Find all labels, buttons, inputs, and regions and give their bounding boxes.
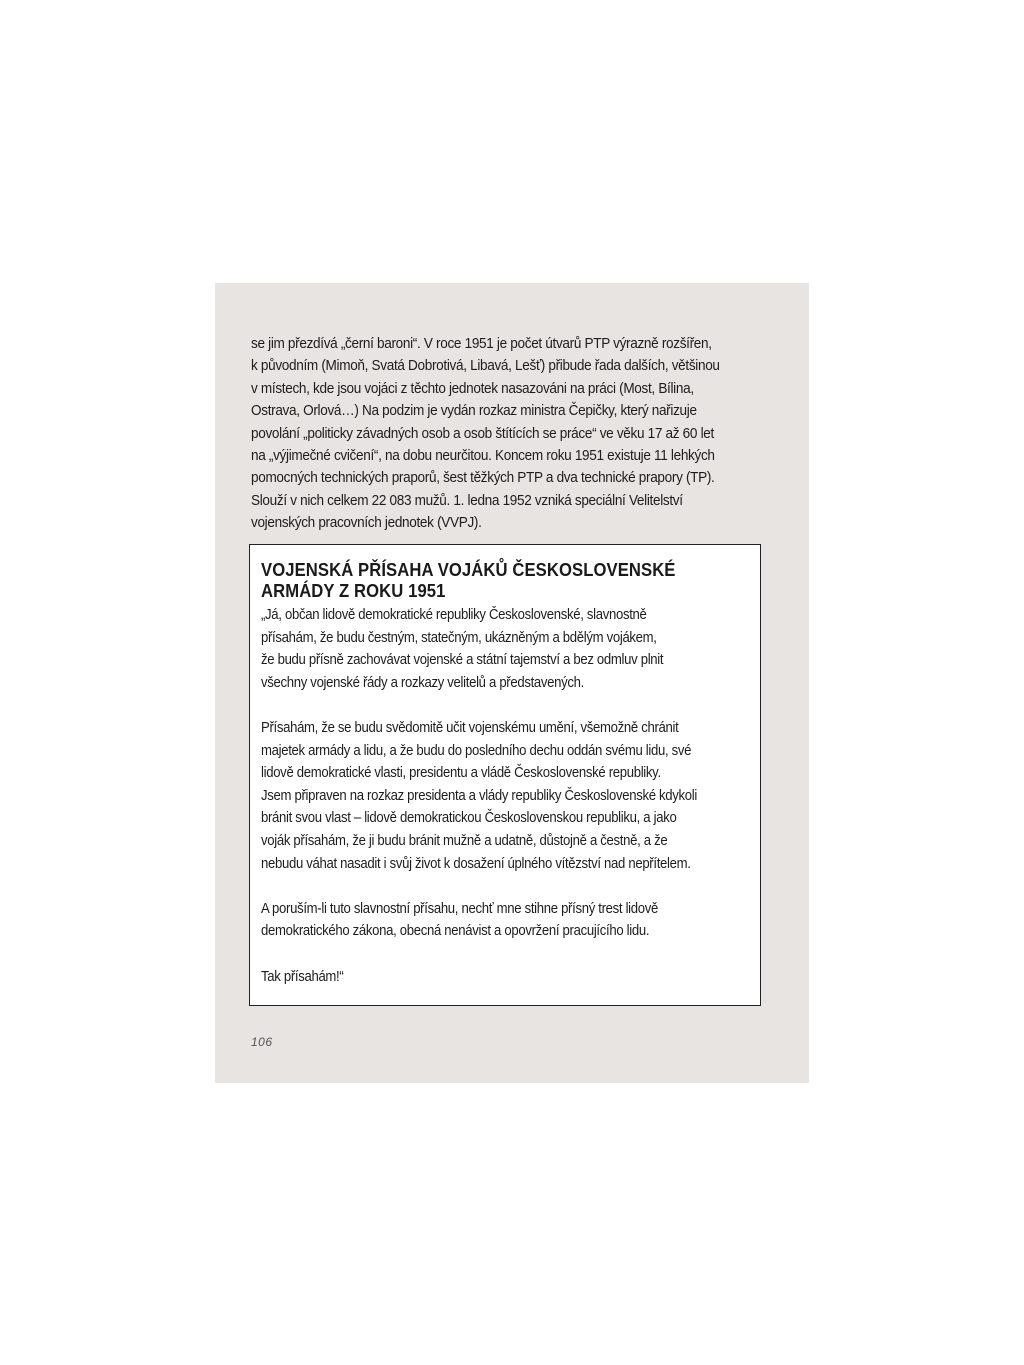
oath-line: A poruším-li tuto slavnostní přísahu, nechť mne stihne přísný trest lidově [261,900,659,917]
intro-line: se jim přezdívá „černí baroni“. V roce 1951 je počet útvarů PTP výrazně rozšířen, [251,336,712,352]
oath-title [261,559,676,601]
oath-title-line: ARMÁDY Z ROKU 1951 [261,580,446,601]
oath-line: demokratického zákona, obecná nenávist a opovržení pracujícího lidu. [261,923,650,940]
oath-line: Jsem připraven na rozkaz presidenta a vlády republiky Československé kdykoli [261,787,697,804]
intro-line: k původním (Mimoň, Svatá Dobrotivá, Libavá, Lešť) přibude řada dalších, většinou [251,358,720,375]
oath-line: majetek armády a lidu, a že budu do posledního dechu oddán svému lidu, své [261,742,692,759]
oath-title-line: VOJENSKÁ PŘÍSAHA VOJÁKŮ ČESKOSLOVENSKÉ [261,559,676,580]
intro-line: Slouží v nich celkem 22 083 mužů. 1. ledna 1952 vzniká speciální Velitelství [251,492,683,509]
oath-text [261,604,747,988]
oath-line: že budu přísně zachovávat vojenské a státní tajemství a bez odmluv plnit [261,652,664,669]
oath-box [249,544,761,1006]
intro-line: pomocných technických praporů, šest těžkých PTP a dva technické prapory (TP). [251,470,715,487]
intro-line: na „výjimečné cvičení“, na dobu neurčitou. Koncem roku 1951 existuje 11 lehkých [251,448,715,465]
intro-line: vojenských pracovních jednotek (VVPJ). [251,515,482,532]
oath-line: Přísahám, že se budu svědomitě učit vojenskému umění, všemožně chránit [261,719,679,736]
oath-line: Tak přísahám!“ [261,968,344,985]
intro-line: v místech, kde jsou vojáci z těchto jednotek nasazováni na práci (Most, Bílina, [251,380,694,397]
intro-paragraph [251,333,744,535]
oath-paragraph-4 [261,966,747,989]
oath-line: lidově demokratické vlasti, presidentu a vládě Československé republiky. [261,765,661,782]
oath-paragraph-2 [261,717,747,875]
oath-line: bránit svou vlast – lidově demokratickou Československou republiku, a jako [261,810,677,827]
oath-line: „Já, občan lidově demokratické republiky Československé, slavnostně [261,607,647,623]
oath-paragraph-1 [261,604,747,694]
oath-line: voják přísahám, že ji budu bránit mužně a udatně, důstojně a čestně, a že [261,832,668,849]
intro-line: povolání „politicky závadných osob a osob štítících se práce“ ve věku 17 až 60 let [251,425,714,442]
oath-paragraph-3 [261,898,747,943]
oath-line: přísahám, že budu čestným, statečným, ukázněným a bdělým vojákem, [261,629,657,646]
oath-line: nebudu váhat nasadit i svůj život k dosažení úplného vítězství nad nepřítelem. [261,855,691,872]
intro-line: Ostrava, Orlová…) Na podzim je vydán rozkaz ministra Čepičky, který nařizuje [251,403,697,420]
book-page [215,283,809,1083]
page-number: 106 [251,1035,273,1049]
oath-line: všechny vojenské řády a rozkazy velitelů a představených. [261,674,584,691]
